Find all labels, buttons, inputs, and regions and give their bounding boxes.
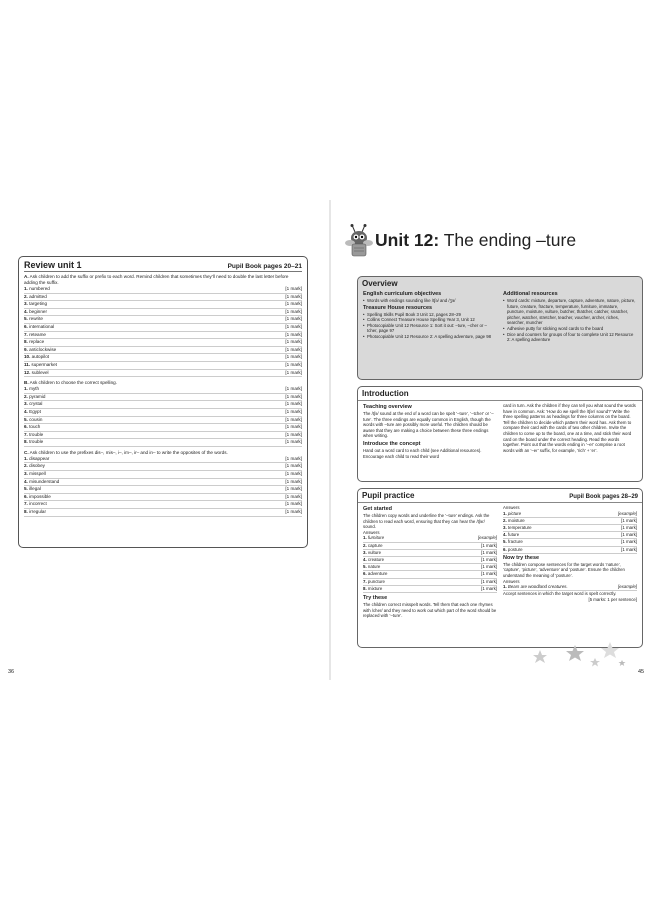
answers-label: Answers bbox=[363, 529, 380, 535]
now-try-answer-2-mark: [5 marks: 1 per sentence] bbox=[588, 596, 637, 602]
review-pages: Pupil Book pages 20–21 bbox=[227, 263, 302, 270]
question-row: 10. autopilot [1 mark] bbox=[24, 354, 302, 362]
answer-row: 3. temperature [1 mark] bbox=[503, 525, 637, 532]
pupil-practice-pages: Pupil Book pages 28–29 bbox=[569, 494, 638, 500]
decorative-stars-icon bbox=[520, 640, 630, 670]
now-try-text: The children compose sentences for the target words ‘nature’, ‘capture’, ‘picture’, ‘adventure’ and ‘posture’. Ensure the children understand the meaning of ‘posture’. bbox=[503, 561, 625, 578]
answer-row: 3. vulture [1 mark] bbox=[363, 550, 497, 557]
overview-heading: Overview bbox=[362, 279, 398, 288]
question-row: 3. crystal [1 mark] bbox=[24, 401, 302, 409]
introduction-continued-text: card in turn. Ask the children if they can tell you what sound the words have in common. Ask: ‘How do we spell the /tʃər/ sound?’ Write the three spelling patterns as headings for three columns on the board. Tell the children to decide which pattern their word has. Ask them to compare their card with the cards of two other children. Invite the children to come up to the board, one at a time, and stick their word card on the board under the correct heading. Read the words together. Point out that the words ending in ‘–er’ comprise a root words with an ‘–er’ suffix, for example, ‘rich’ + ‘er’. bbox=[503, 403, 636, 453]
review-title: Review unit 1 bbox=[24, 260, 82, 270]
pupil-practice-box bbox=[357, 488, 643, 648]
section-b bbox=[24, 380, 302, 447]
answer-row: 2. moisture [1 mark] bbox=[503, 518, 637, 525]
right-page-number: 45 bbox=[638, 669, 645, 675]
question-row: 8. irregular [1 mark] bbox=[24, 509, 302, 517]
get-started-heading: Get started bbox=[363, 506, 393, 512]
question-row: 2. disobey [1 mark] bbox=[24, 463, 302, 471]
get-started-text: The children copy words and underline the ‘–ture’ endings. Ask the children to read each word, ensuring that they can hear the /tʃər/ sound. bbox=[363, 513, 490, 530]
additional-resources-heading: Additional resources bbox=[503, 291, 558, 297]
resource-item: • Collins Connect Treasure House Spelling Year 3, Unit 12 bbox=[363, 317, 497, 323]
question-row: 6. international [1 mark] bbox=[24, 324, 302, 332]
section-a bbox=[24, 274, 302, 377]
answer-row: 6. posture [1 mark] bbox=[503, 547, 637, 554]
introduction-heading: Introduction bbox=[358, 387, 642, 401]
answer-row: 5. fracture [1 mark] bbox=[503, 539, 637, 546]
question-row: 8. replace [1 mark] bbox=[24, 339, 302, 347]
introduce-concept-heading: Introduce the concept bbox=[363, 440, 421, 447]
try-these-text: The children correct misspelt words. Tell them that each one rhymes with /cher/ and they need to work out which part of the word should be replaced with ‘–ture’. bbox=[363, 602, 497, 619]
additional-item: • Word cards: mixture, departure, capture, adventure, nature, picture, future, creature, fracture, temperature, furniture, immature, puncture, moisture, vulture, butcher, thatcher, catcher, snatcher, pitcher, watcher, stretcher, teacher, voucher, archer, riches, searcher, muncher bbox=[503, 298, 637, 326]
unit-title: Unit 12: The ending –ture bbox=[375, 230, 577, 250]
question-row: 5. illegal [1 mark] bbox=[24, 486, 302, 494]
introduce-concept-text: Hand out a word card to each child (see Additional resources). Encourage each child to read their word bbox=[363, 447, 482, 459]
teaching-overview-heading: Teaching overview bbox=[363, 404, 412, 410]
left-page-number: 36 bbox=[8, 669, 15, 675]
question-row: 1. myth [1 mark] bbox=[24, 386, 302, 394]
question-row: 7. incorrect [1 mark] bbox=[24, 501, 302, 509]
question-row: 1. disappear [1 mark] bbox=[24, 456, 302, 464]
section-a-instruction: A. Ask children to add the suffix or prefix to each word. Remind children that sometimes they’ll need to double the last letter before adding the suffix. bbox=[24, 274, 289, 285]
section-c-instruction: C. Ask children to use the prefixes dis–, mis–, i–, im–, ir– and in– to write the opposites of the words. bbox=[24, 449, 228, 455]
question-row: 4. beginner [1 mark] bbox=[24, 309, 302, 317]
pupil-practice-heading: Pupil practice bbox=[362, 491, 415, 500]
try-these-heading: Try these bbox=[363, 595, 388, 601]
question-row: 8. trouble [1 mark] bbox=[24, 439, 302, 447]
unit-header bbox=[345, 224, 645, 260]
answer-row: 4. creature [1 mark] bbox=[363, 557, 497, 564]
answer-row: 6. adventure [1 mark] bbox=[363, 571, 497, 578]
question-row: 2. pyramid [1 mark] bbox=[24, 394, 302, 402]
resource-item: • Photocopiable Unit 12 Resource 1: Sort it out: –ture, –cher or –tcher, page 97 bbox=[363, 323, 497, 334]
book-gutter bbox=[329, 200, 331, 680]
question-row: 12. sublevel [1 mark] bbox=[24, 370, 302, 378]
answer-row: 7. puncture [1 mark] bbox=[363, 579, 497, 586]
question-row: 5. rewrite [1 mark] bbox=[24, 316, 302, 324]
additional-item: • Adhesive putty for sticking word cards to the board bbox=[503, 326, 637, 332]
answer-row: 4. future [1 mark] bbox=[503, 532, 637, 539]
objective-item: • Words with endings sounding like /tʃə/ and /ʒə/ bbox=[363, 298, 497, 304]
additional-item: • Dice and counters for groups of four to complete Unit 12 Resource 2: A spelling adventure bbox=[503, 332, 637, 343]
question-row: 3. misspell [1 mark] bbox=[24, 471, 302, 479]
bee-mascot-icon bbox=[345, 224, 373, 258]
section-b-instruction: B. Ask children to choose the correct spelling. bbox=[24, 380, 117, 386]
question-row: 4. Egypt [1 mark] bbox=[24, 409, 302, 417]
answer-row: 8. mixture [1 mark] bbox=[363, 586, 497, 593]
now-try-answer-2: Accept sentences in which the target word is spelt correctly. bbox=[503, 591, 617, 597]
resource-item: • Spelling Skills Pupil Book 3 Unit 12, pages 28–29 bbox=[363, 312, 497, 318]
pupil-practice-header bbox=[358, 489, 642, 503]
resource-item: • Photocopiable Unit 12 Resource 2: A spelling adventure, page 98 bbox=[363, 334, 497, 340]
question-row: 2. admitted [1 mark] bbox=[24, 294, 302, 302]
question-row: 6. touch [1 mark] bbox=[24, 424, 302, 432]
section-c bbox=[24, 450, 302, 517]
overview-box bbox=[357, 276, 643, 380]
now-try-answer-row: 1. Bears are woodland creatures. [example] bbox=[503, 584, 637, 591]
now-try-heading: Now try these bbox=[503, 554, 540, 561]
answer-row: 2. capture [1 mark] bbox=[363, 543, 497, 550]
answer-row: 1. picture [example] bbox=[503, 511, 637, 518]
teaching-overview-text: The /tʃə/ sound at the end of a word can be spelt ‘–ture’, ‘–tcher’ or ‘–ture’. The three endings are equally common in English, though the words with –ture are possibly more useful. The children should be aware that they are making a choice between these three endings when writing. bbox=[363, 411, 494, 439]
question-row: 4. misunderstand [1 mark] bbox=[24, 479, 302, 487]
question-row: 11. supermarket [1 mark] bbox=[24, 362, 302, 370]
question-row: 7. reteame [1 mark] bbox=[24, 332, 302, 340]
answer-row: 5. nature [1 mark] bbox=[363, 564, 497, 571]
review-unit-box bbox=[18, 256, 308, 548]
question-row: 5. cousin [1 mark] bbox=[24, 417, 302, 425]
answer-row: 1. furniture [example] bbox=[363, 535, 497, 542]
question-row: 6. impossible [1 mark] bbox=[24, 494, 302, 502]
resources-heading: Treasure House resources bbox=[363, 304, 433, 311]
review-header bbox=[24, 260, 302, 272]
introduction-box bbox=[357, 386, 643, 482]
question-row: 1. numbered [1 mark] bbox=[24, 286, 302, 294]
question-row: 7. trouble [1 mark] bbox=[24, 432, 302, 440]
now-try-answers-label: Answers bbox=[503, 578, 520, 584]
question-row: 3. targeting [1 mark] bbox=[24, 301, 302, 309]
question-row: 9. anticlockwise [1 mark] bbox=[24, 347, 302, 355]
objectives-heading: English curriculum objectives bbox=[363, 291, 442, 297]
try-these-answers-label: Answers bbox=[503, 505, 520, 510]
